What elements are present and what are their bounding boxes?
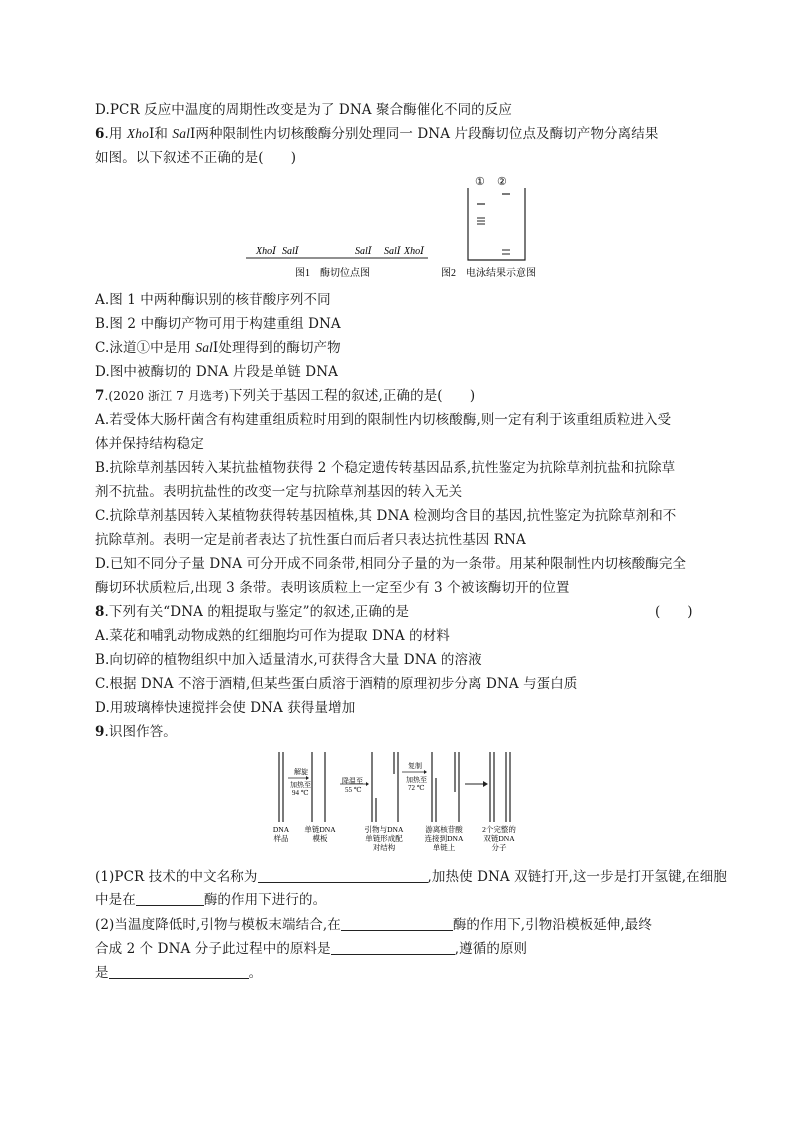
label-nucleotide-3: 单链上 xyxy=(432,843,456,852)
q7-option-a-line1: A.若受体大肠杆菌含有构建重组质粒时用到的限制性内切核酸酶,则一定有利于该重组质粒进入受 xyxy=(95,412,672,428)
q7-option-a-line2: 体并保持结构稳定 xyxy=(95,436,204,452)
label-nucleotide-2: 连接到DNA xyxy=(424,834,464,843)
q9-stem: 9.识图作答。 xyxy=(95,724,177,740)
arrow-head xyxy=(483,781,488,787)
label-product-2: 双链DNA xyxy=(483,834,515,843)
step1-heat: 加热至 xyxy=(290,781,311,789)
step2-label: 降温至 xyxy=(342,777,363,785)
q7-number: 7 xyxy=(95,388,105,404)
q8-option-c: C.根据 DNA 不溶于酒精,但某些蛋白质溶于酒精的原理初步分离 DNA 与蛋白质 xyxy=(95,676,578,692)
label-primer-3: 对结构 xyxy=(372,843,396,852)
q7-source: .(2020 浙江 7 月选考) xyxy=(104,389,229,403)
q8-option-a: A.菜花和哺乳动物成熟的红细胞均可作为提取 DNA 的材料 xyxy=(95,628,450,644)
q7-option-c-line2: 抗除草剂。表明一定是前者表达了抗性蛋白而后者只表达抗性基因 RNA xyxy=(95,532,526,548)
arrow-head xyxy=(424,770,427,774)
q6-option-a: A.图 1 中两种酶识别的核苷酸序列不同 xyxy=(95,292,331,308)
step1-temp: 94 ℃ xyxy=(292,789,309,797)
q8-stem: 8.下列有关“DNA 的粗提取与鉴定”的叙述,正确的是 xyxy=(95,604,410,620)
q6-stem-line1: 6.用 XhoⅠ和 SalⅠ两种限制性内切核酸酶分别处理同一 DNA 片段酶切位点及酶切产物分离结果 xyxy=(95,126,659,142)
q7-option-b-line2: 剂不抗盐。表明抗盐性的改变一定与抗除草剂基因的转入无关 xyxy=(95,484,463,500)
step1-label: 解旋 xyxy=(294,768,308,776)
q6-stem-line2: 如图。以下叙述不正确的是( ) xyxy=(95,150,297,166)
label-dna-sample-2: 样品 xyxy=(273,834,289,843)
q9-part1-line2: 中是在 酶的作用下进行的。 xyxy=(95,892,327,908)
label-product-1: 2个完整的 xyxy=(482,825,516,834)
site-label-sal-3: SalⅠ xyxy=(384,246,401,257)
arrow-head xyxy=(306,776,309,780)
q7-option-d-line2: 酶切环状质粒后,出现 3 条带。表明该质粒上一定至少有 3 个被该酶切开的位置 xyxy=(95,580,570,596)
label-dna-sample-1: DNA xyxy=(272,825,290,834)
q6-option-c: C.泳道①中是用 SalⅠ处理得到的酶切产物 xyxy=(95,340,341,356)
q5-option-d: D.PCR 反应中温度的周期性改变是为了 DNA 聚合酶催化不同的反应 xyxy=(95,102,512,118)
label-template-1: 单链DNA xyxy=(304,825,336,834)
pcr-diagram xyxy=(268,750,528,860)
label-nucleotide-1: 游离核苷酸 xyxy=(425,825,463,834)
label-product-3: 分子 xyxy=(491,843,507,852)
fig1-caption: 图1 酶切位点图 xyxy=(295,268,370,279)
gel-outline xyxy=(468,188,525,260)
lane-label-2: ② xyxy=(497,176,507,188)
step3-label: 复制 xyxy=(408,762,422,770)
site-label-xho-2: XhoⅠ xyxy=(404,246,425,257)
q9-part2-line3: 是 。 xyxy=(95,965,263,981)
step3-temp: 72 ℃ xyxy=(408,784,425,792)
q6-option-d: D.图中被酶切的 DNA 片段是单链 DNA xyxy=(95,364,338,380)
q6-option-b: B.图 2 中酶切产物可用于构建重组 DNA xyxy=(95,316,341,332)
label-primer-2: 单链形成配 xyxy=(365,834,403,843)
answer-blank[interactable] xyxy=(341,916,453,931)
step2-temp: 55 ℃ xyxy=(345,786,362,794)
q7-option-c-line1: C.抗除草剂基因转入某植物获得转基因植株,其 DNA 检测均含目的基因,抗性鉴定为抗除草剂和不 xyxy=(95,508,677,524)
q6-number: 6 xyxy=(95,126,105,142)
fig2-caption: 图2 电泳结果示意图 xyxy=(441,268,536,279)
site-label-sal-2: SalⅠ xyxy=(355,246,372,257)
q9-part2-line2: 合成 2 个 DNA 分子此过程中的原料是 ,遵循的原则 xyxy=(95,941,528,957)
q9-part1-line1: (1)PCR 技术的中文名称为 ,加热使 DNA 双链打开,这一步是打开氢键,在细胞 xyxy=(95,869,727,885)
q8-option-d: D.用玻璃棒快速搅拌会使 DNA 获得量增加 xyxy=(95,700,356,716)
q9-part2-line1: (2)当温度降低时,引物与模板末端结合,在 酶的作用下,引物沿模板延伸,最终 xyxy=(95,917,652,933)
site-label-sal-1: SalⅠ xyxy=(282,246,299,257)
label-template-2: 模板 xyxy=(312,834,328,843)
answer-blank[interactable] xyxy=(136,891,204,906)
q8-answer-paren: ( ) xyxy=(655,604,693,620)
q7-option-d-line1: D.已知不同分子量 DNA 可分开成不同条带,相同分子量的为一条带。用某种限制性内切核酸酶完全 xyxy=(95,556,687,572)
label-primer-1: 引物与DNA xyxy=(364,825,404,834)
answer-blank[interactable] xyxy=(331,940,455,955)
lane-label-1: ① xyxy=(475,176,485,188)
answer-blank[interactable] xyxy=(109,964,249,979)
step3-heat: 加热至 xyxy=(406,776,427,784)
answer-blank[interactable] xyxy=(258,868,428,883)
q9-number: 9 xyxy=(95,724,105,740)
q8-option-b: B.向切碎的植物组织中加入适量清水,可获得含大量 DNA 的溶液 xyxy=(95,652,482,668)
q7-option-b-line1: B.抗除草剂基因转入某抗盐植物获得 2 个稳定遗传转基因品系,抗性鉴定为抗除草剂抗盐和抗除草 xyxy=(95,460,676,476)
site-label-xho-1: XhoⅠ xyxy=(256,246,277,257)
arrow-head xyxy=(366,782,369,786)
q8-number: 8 xyxy=(95,604,105,620)
q7-stem: 7.(2020 浙江 7 月选考)下列关于基因工程的叙述,正确的是( ) xyxy=(95,388,476,404)
q6-figure xyxy=(240,172,560,286)
